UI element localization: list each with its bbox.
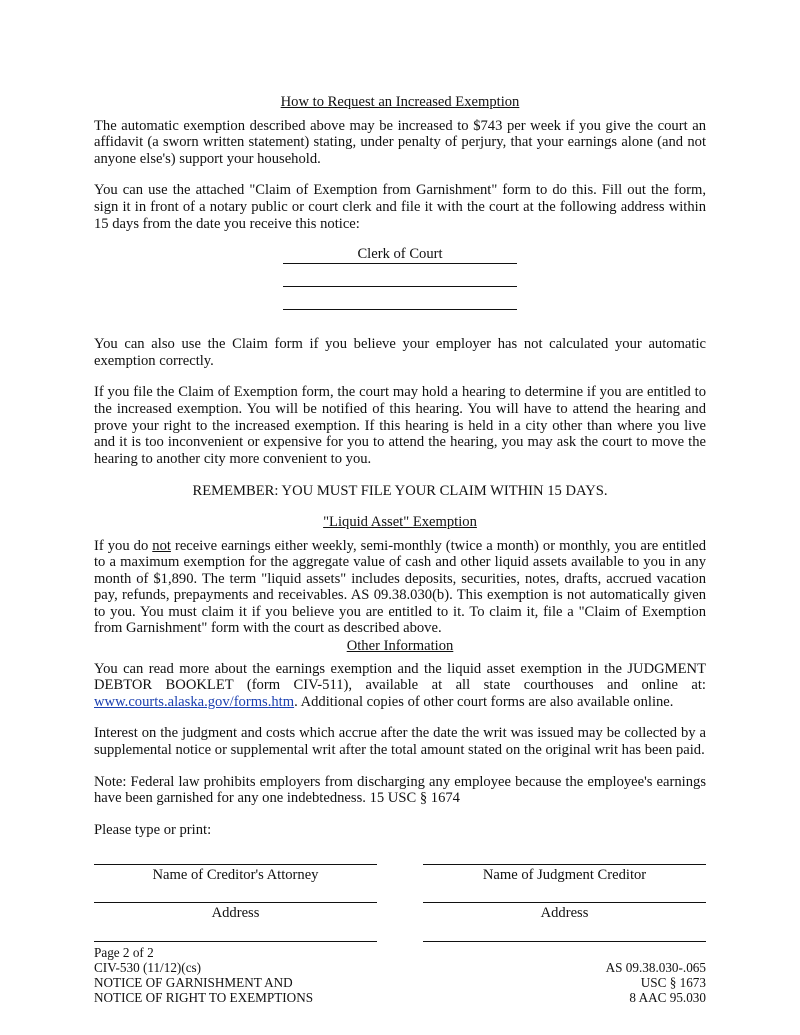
document-body bbox=[94, 94, 706, 838]
attorney-address-field[interactable]: Address bbox=[94, 902, 377, 922]
increased-paragraph-1: The automatic exemption described above may be increased to $743 per week if you give the court an affidavit (a sworn written statement) stating, under penalty of perjury, that your earnings alone (and not anyone else's) support your household. bbox=[94, 117, 706, 167]
creditor-attorney-field[interactable]: Name of Creditor's Attorney bbox=[94, 864, 377, 884]
address-line-2 bbox=[283, 292, 517, 310]
statute-ref-2: USC § 1673 bbox=[640, 975, 706, 990]
liquid-text-after: receive earnings either weekly, semi-monthly (twice a month) or monthly, you are entitled to a maximum exemption for the aggregate value of cash and other liquid assets available to you in any month of $1,890. The term "liquid assets" includes deposits, securities, notes, drafts, accrued vacation pay, refunds, prepayments and receivables. AS 09.38.030(b). This exemption is not automatically given to you. You must claim it if you believe you are entitled to it. To claim it, file a "Claim of Exemption from Garnishment" form with the court as described above. bbox=[94, 537, 706, 637]
creditor-address-field[interactable]: Address bbox=[423, 902, 706, 922]
increased-paragraph-4: If you file the Claim of Exemption form, the court may hold a hearing to determine if you are entitled to the increased exemption. You will be notified of this hearing. You will have to attend the hearing and prove your right to the increased exemption. If this hearing is held in a city other than where you live and it is too inconvenient or expensive for you to attend the hearing, you may ask the court to move the hearing to another city more convenient to you. bbox=[94, 384, 706, 467]
page-number: Page 2 of 2 bbox=[94, 945, 154, 960]
address-line-1 bbox=[283, 269, 517, 287]
liquid-asset-heading: "Liquid Asset" Exemption bbox=[323, 513, 477, 530]
clerk-of-court-line: Clerk of Court bbox=[283, 246, 517, 264]
increased-paragraph-3: You can also use the Claim form if you believe your employer has not calculated your automatic exemption correctly. bbox=[94, 336, 706, 369]
other-text-before: You can read more about the earnings exemption and the liquid asset exemption in the JUDGMENT DEBTOR BOOKLET (form CIV-511), available at all state courthouses and online at: bbox=[94, 660, 706, 694]
other-paragraph-2: Interest on the judgment and costs which accrue after the date the writ was issued may be collected by a supplemental notice or supplemental writ after the total amount stated on the original writ has been paid. bbox=[94, 725, 706, 759]
other-information-heading: Other Information bbox=[346, 638, 454, 655]
statute-ref-1: AS 09.38.030-.065 bbox=[605, 960, 706, 975]
liquid-not-emphasis: not bbox=[152, 537, 171, 554]
footer-right bbox=[606, 960, 706, 1005]
liquid-asset-paragraph bbox=[94, 538, 706, 638]
form-number: CIV-530 (11/12)(cs) bbox=[94, 960, 202, 975]
remember-notice: REMEMBER: YOU MUST FILE YOUR CLAIM WITHIN 15 DAYS. bbox=[192, 483, 608, 500]
other-paragraph-3: Note: Federal law prohibits employers from discharging any employee because the employee's earnings have been garnished for any one indebtedness. 15 USC § 1674 bbox=[94, 773, 706, 807]
increased-paragraph-2: You can use the attached "Claim of Exemption from Garnishment" form to do this. Fill out the form, sign it in front of a notary public or court clerk and file it with the court at the following address within 15 days from the date you receive this notice: bbox=[94, 182, 706, 232]
forms-link[interactable]: www.courts.alaska.gov/forms.htm bbox=[94, 693, 295, 710]
court-address-block bbox=[94, 246, 706, 310]
other-text-after: . Additional copies of other court forms are also available online. bbox=[294, 693, 674, 710]
other-paragraph-1 bbox=[94, 661, 706, 711]
liquid-text-before: If you do bbox=[94, 537, 153, 554]
statute-ref-3: 8 AAC 95.030 bbox=[629, 990, 706, 1005]
judgment-creditor-field[interactable]: Name of Judgment Creditor bbox=[423, 864, 706, 884]
increased-exemption-heading: How to Request an Increased Exemption bbox=[280, 94, 520, 110]
please-type-label: Please type or print: bbox=[94, 821, 212, 838]
form-title-2: NOTICE OF RIGHT TO EXEMPTIONS bbox=[94, 990, 314, 1005]
footer-rule-left bbox=[94, 941, 377, 942]
form-title-1: NOTICE OF GARNISHMENT AND bbox=[94, 975, 293, 990]
footer-left bbox=[94, 945, 313, 1005]
footer-rule-right bbox=[423, 941, 706, 942]
